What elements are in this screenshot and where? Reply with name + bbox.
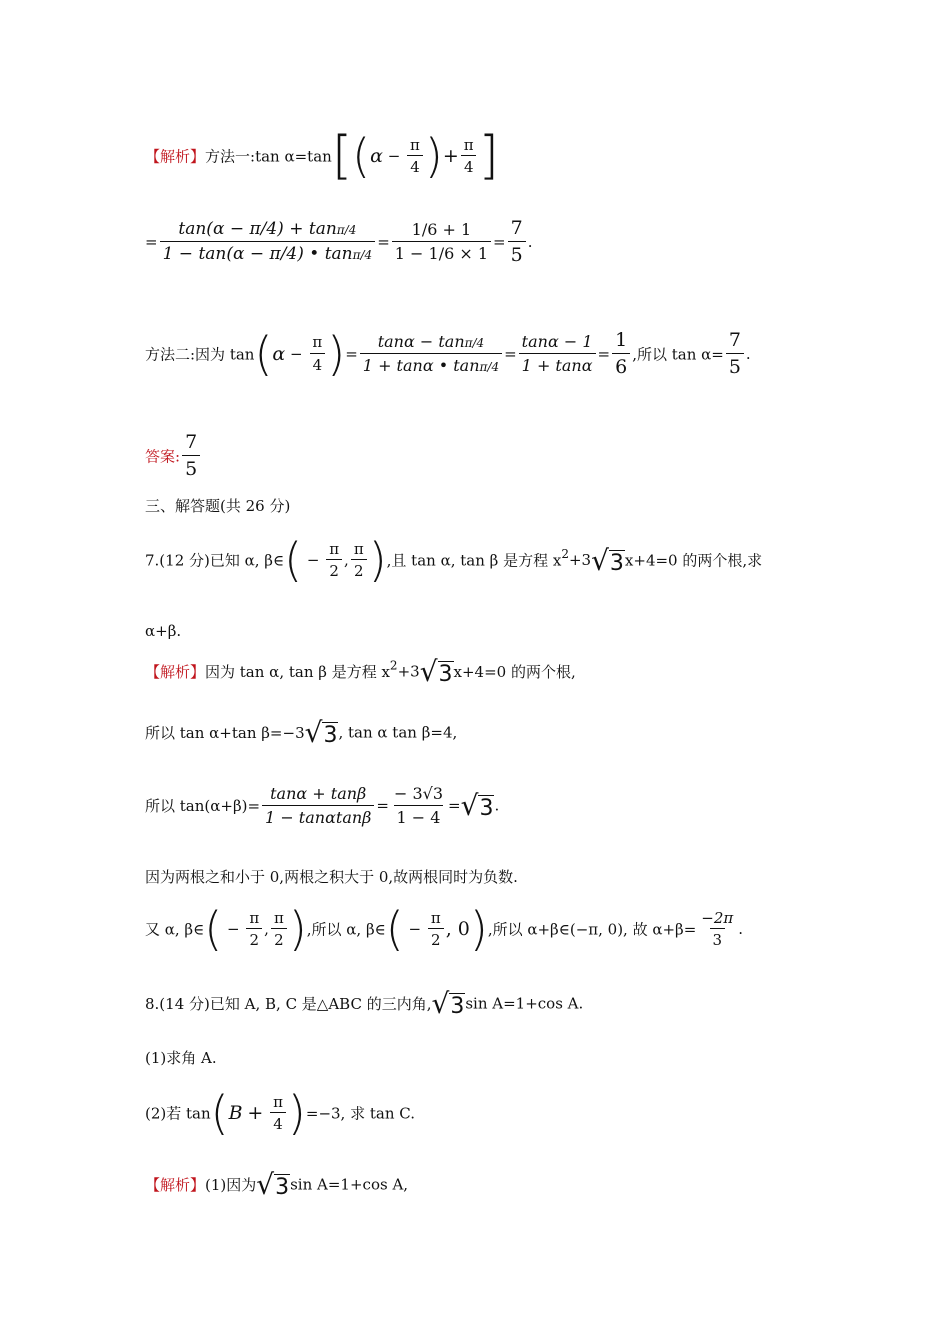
m2-fraction-2: $\frac{\tan\alpha - 1}{1 + \tan\alpha}$ [519, 333, 596, 374]
m2-result: $\frac{7}{5}$ [726, 330, 744, 378]
sol7-fraction-1: $\frac{\tan\alpha + \tan\beta}{1 - \tan\alpha\tan\beta}$ [262, 785, 374, 826]
q7-right-paren: ) [368, 533, 387, 587]
sol7-line-4: 因为两根之和小于 0,两根之积大于 0,故两根同时为负数. [145, 868, 518, 886]
sol7-l1-text: 因为 tan α, tan β 是方程 x [205, 663, 390, 681]
question-8-line [145, 987, 583, 1020]
eq-m2: = [345, 344, 358, 363]
q8-pi-4: $\frac{\pi}{4}$ [270, 1094, 286, 1133]
sol7-l2-a: 所以 tan α+tan β=−3 [145, 724, 305, 742]
step1-result: $\frac{7}{5}$ [508, 218, 526, 266]
sol8-line-1 [145, 1168, 408, 1201]
analysis-label-3: 【解析】 [145, 1176, 206, 1194]
l5-paren-2: ) [288, 902, 307, 956]
answer-line [145, 432, 202, 480]
minus-m2: − [290, 344, 303, 363]
eq-m2-2: = [504, 344, 517, 363]
sol7-fraction-2: $\frac{- 3√3}{1 - 4}$ [393, 784, 444, 827]
step1-fraction-mid: $\frac{1/6 + 1}{1 - 1/6 \times 1}$ [392, 221, 491, 262]
sol7-line-3 [145, 785, 499, 826]
alpha-symbol: α [370, 145, 383, 167]
right-paren: ) [424, 129, 443, 183]
q8-p2-b: =−3, 求 tan C. [305, 1104, 415, 1123]
sol8-l1-b: sin A=1+cos A, [290, 1175, 409, 1194]
left-paren: ( [352, 129, 371, 183]
q8-paren-2: ) [287, 1086, 306, 1140]
q7-sup: 2 [561, 547, 569, 561]
answer-label: 答案: [145, 447, 181, 466]
q7-left-paren: ( [284, 533, 303, 587]
section-3-heading: 三、解答题(共 26 分) [145, 497, 291, 515]
sqrt-3-c: √3 [304, 716, 338, 749]
q7-mid: ,且 tan α, tan β 是方程 x [386, 551, 562, 570]
q7-pi-2-b: $\frac{\pi}{2}$ [351, 541, 367, 580]
left-bracket: [ [331, 126, 353, 186]
method1-prefix: 方法一:tan α=tan [205, 147, 332, 166]
sqrt-3-b: √3 [419, 655, 453, 688]
q7-after-sup: +3 [568, 551, 592, 569]
method1-line [145, 126, 499, 186]
sol7-l1-tail: x+4=0 的两个根, [453, 663, 576, 681]
l5-pi-2-a: $\frac{\pi}{2}$ [246, 910, 262, 949]
sol7-eq: = [376, 796, 389, 815]
l5-paren-3: ( [385, 902, 404, 956]
method2-line [145, 326, 751, 381]
right-bracket: ] [478, 126, 499, 186]
sqrt-3-f: √3 [256, 1168, 290, 1201]
eq-sign-3: = [493, 232, 506, 251]
sqrt-3: √3 [591, 543, 624, 577]
l5-paren-4: ) [469, 902, 488, 956]
sol7-line-2 [145, 716, 457, 749]
sol7-after: +3 [397, 662, 420, 681]
sol8-l1-a: (1)因为 [205, 1176, 257, 1194]
analysis-label: 【解析】 [145, 147, 206, 166]
q8-part-2: (2)若 tan(B + $\frac{\pi}{4}$ )=−3, 求 tan C. [145, 1086, 415, 1140]
eq-sign-2: = [377, 232, 390, 251]
m2-mid-text: ,所以 tan α= [632, 345, 724, 364]
sqrt-3-e: √3 [431, 987, 465, 1020]
sol7-l5-a: 又 α, β∈ [145, 920, 205, 939]
answer-fraction: $\frac{7}{5}$ [182, 432, 200, 480]
question-7-line-1: 7.(12 分)已知 α, β∈( − $\frac{\pi}{2}$ , $\frac{\pi}{2}$ ),且 tan α, tan β 是方程 $x^2+3√3x+4=0$ 的两个根,求 [145, 533, 763, 587]
sol7-l3-a: 所以 tan(α+β)= [145, 797, 261, 816]
q7-lead: 7.(12 分)已知 α, β∈ [145, 551, 285, 570]
q8-p2-a: (2)若 tan [145, 1104, 211, 1123]
sol7-line-1 [145, 655, 576, 688]
q7-tail: x+4=0 的两个根,求 [624, 551, 763, 570]
sol7-l5-end: . [738, 920, 744, 938]
analysis-label-2: 【解析】 [145, 663, 206, 681]
sqrt-3-d: √3 [460, 789, 494, 823]
period: . [527, 232, 533, 251]
sol7-eq-2: = [448, 796, 461, 815]
sol7-end: . [494, 796, 500, 815]
step1-fraction-left: $\frac{\tan(\alpha - \pi/4) + \tan\pi/4}{1 - \tan(\alpha - \pi/4) • \tan\pi/4}$ [160, 220, 376, 263]
sol7-l5-b: ,所以 α, β∈ [306, 920, 386, 939]
sol7-line-5: 又 α, β∈( − $\frac{\pi}{2}$ , $\frac{\pi}{2}$ ),所以 α, β∈( − $\frac{\pi}{2}$ , 0),所以 α+β∈(−π, 0), 故 α+β= $\frac{-2\pi}{3}$ . [145, 902, 744, 956]
method2-prefix: 方法二:因为 tan [145, 345, 255, 364]
pi-over-4-fraction-2: $\frac{\pi}{4}$ [461, 137, 477, 176]
sol7-l5-c: ,所以 α+β∈(−π, 0), 故 α+β= [487, 920, 697, 939]
step1-line [145, 218, 533, 266]
m2-value: $\frac{1}{6}$ [612, 330, 630, 378]
l5-result: $\frac{-2\pi}{3}$ [701, 908, 734, 949]
q7-pi-2-a: $\frac{\pi}{2}$ [326, 541, 342, 580]
pi-4-m2: $\frac{\pi}{4}$ [309, 334, 325, 373]
alpha-m2: α [272, 342, 286, 365]
right-paren-m2: ) [327, 326, 346, 381]
q8-tail: sin A=1+cos A. [465, 994, 584, 1013]
minus-symbol: − [387, 147, 401, 165]
pi-over-4-fraction: $\frac{\pi}{4}$ [407, 137, 423, 176]
sol7-sup: 2 [389, 658, 398, 673]
eq-sign: = [145, 232, 158, 251]
l5-pi-2-b: $\frac{\pi}{2}$ [271, 910, 287, 949]
left-paren-m2: ( [254, 326, 273, 381]
sol7-l2-b: , tan α tan β=4, [338, 723, 458, 742]
period-m2: . [745, 344, 751, 363]
question-7-line-2: α+β. [145, 622, 182, 640]
l5-pi-2-c: $\frac{\pi}{2}$ [428, 910, 444, 949]
q8-part-1: (1)求角 A. [145, 1049, 217, 1067]
q8-paren-1: ( [210, 1086, 229, 1140]
eq-m2-3: = [597, 344, 611, 363]
q8-lead: 8.(14 分)已知 A, B, C 是△ABC 的三内角, [145, 995, 432, 1013]
m2-fraction-1: $\frac{\tan\alpha - \tan\pi/4}{1 + \tan\alpha • \tan\pi/4}$ [360, 333, 502, 374]
l5-paren-1: ( [204, 902, 223, 956]
plus-symbol: + [442, 145, 459, 167]
